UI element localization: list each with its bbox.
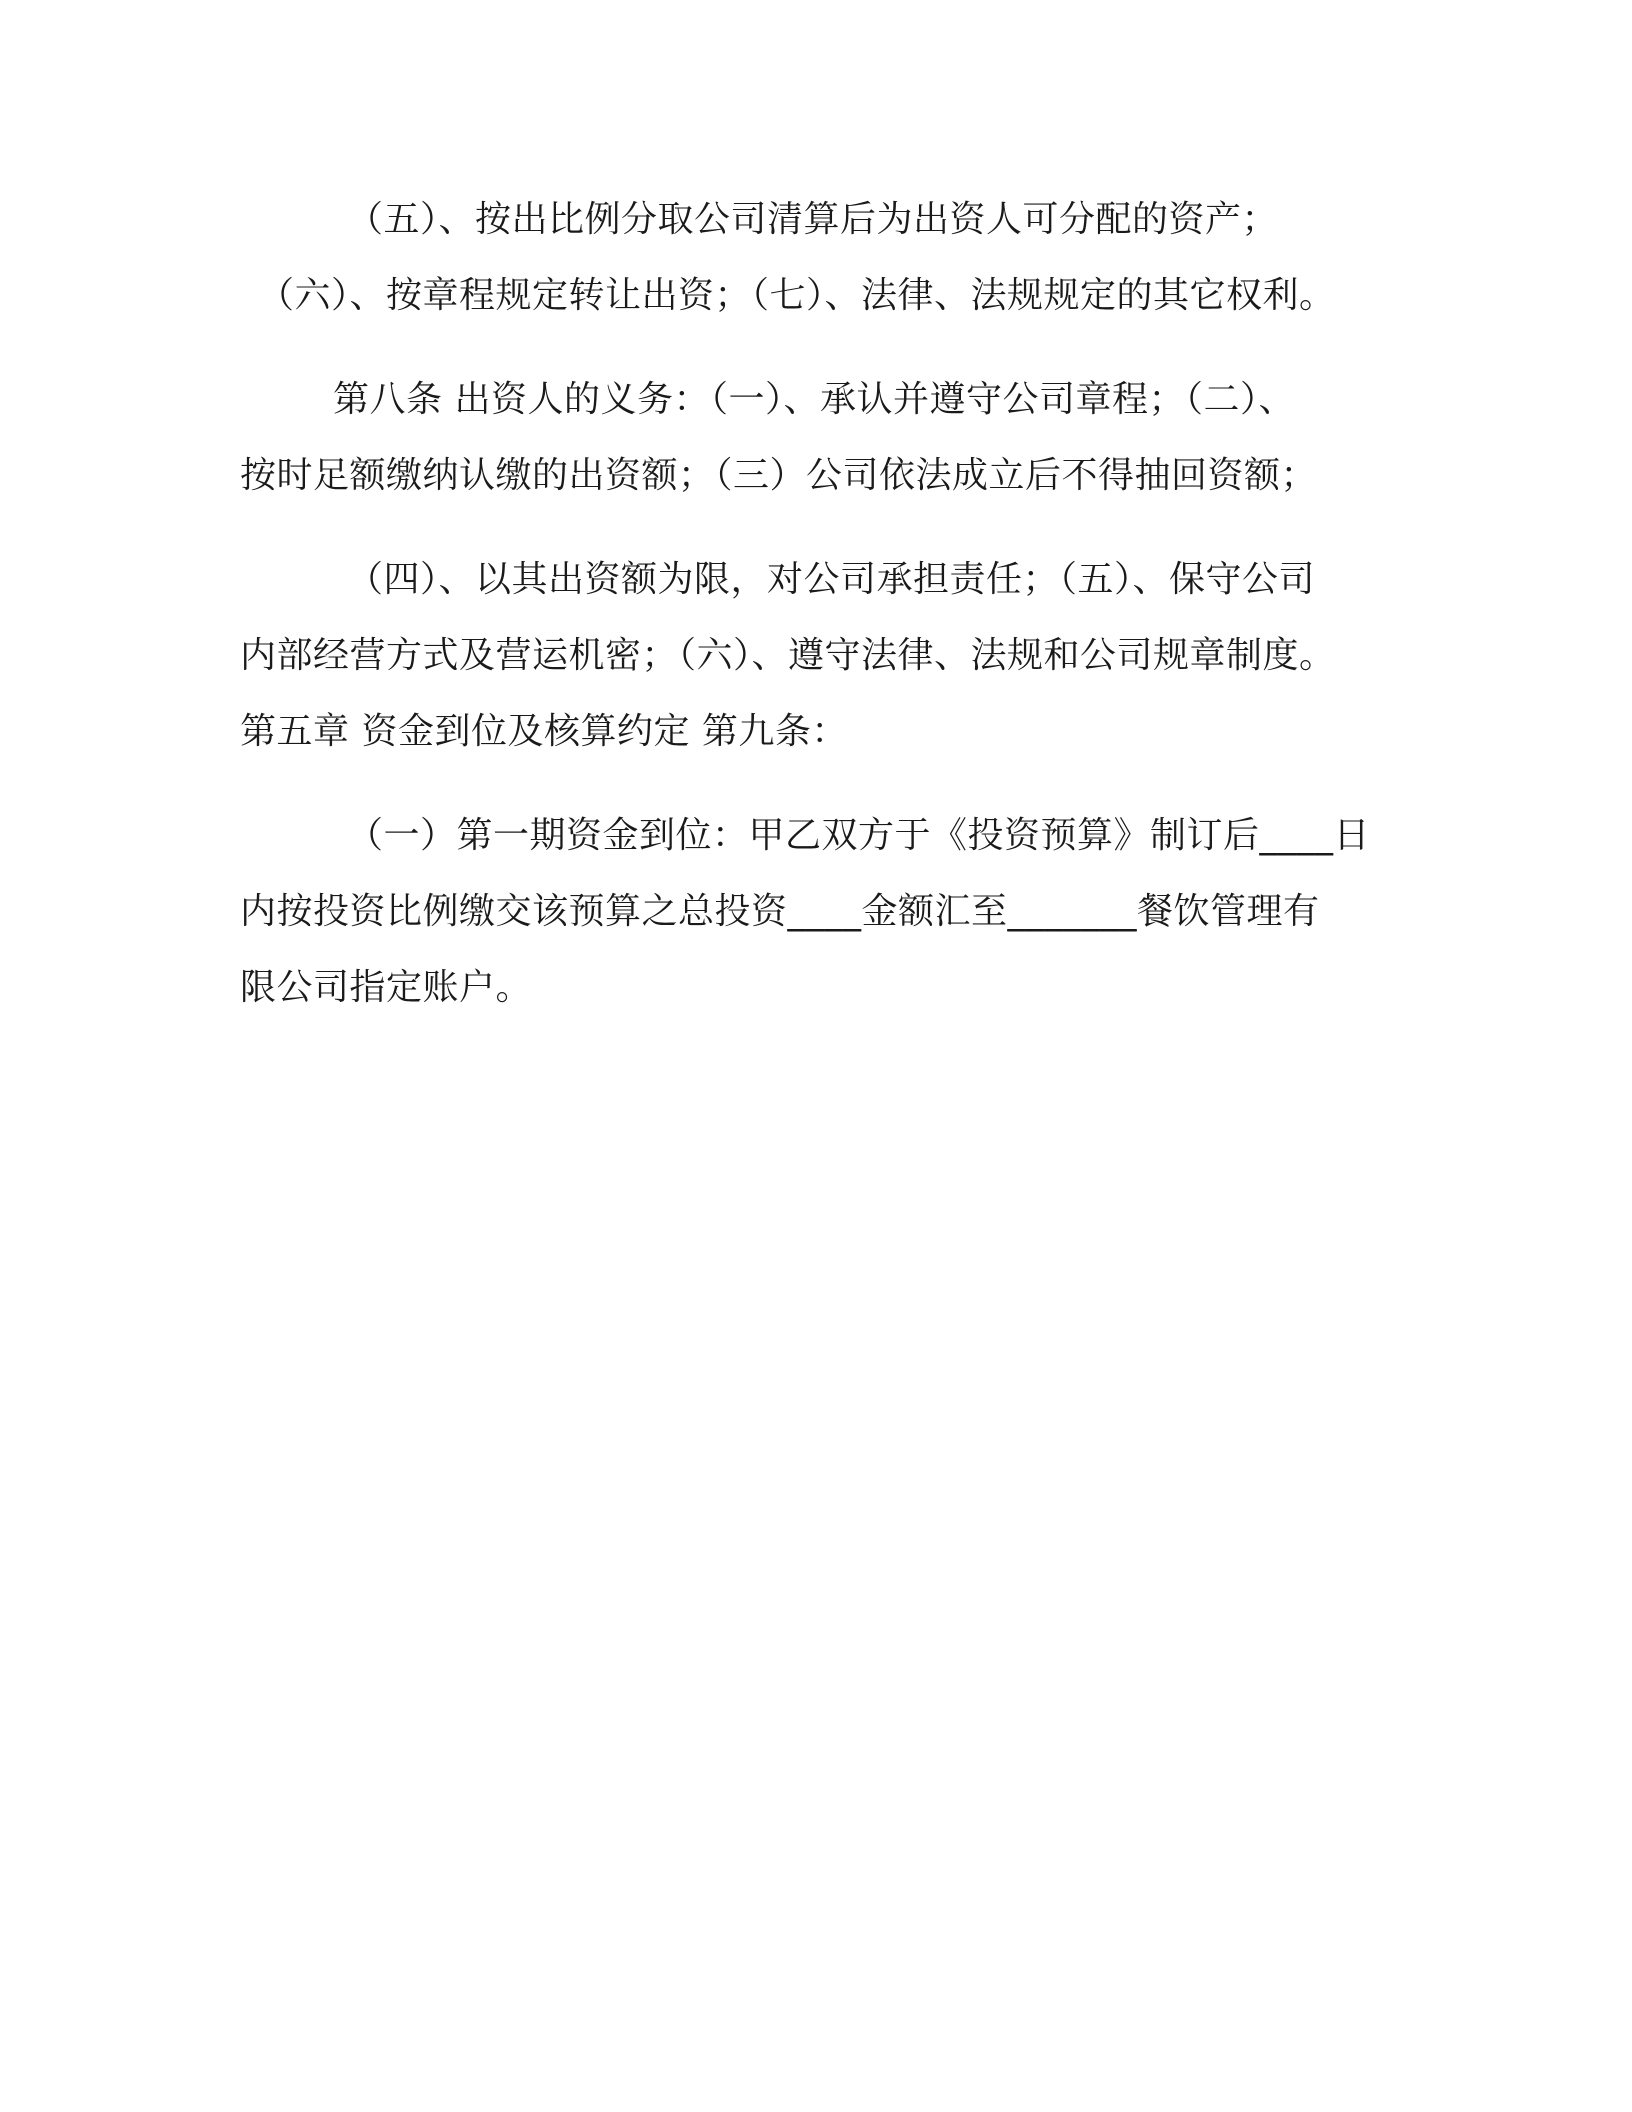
article-8-heading-line: 第八条 出资人的义务：（一）、承认并遵守公司章程；（二）、 [333, 379, 1295, 420]
article-9-line-3: 限公司指定账户。 [240, 967, 533, 1008]
paragraph-line-rights-6-7: （六）、按章程规定转让出资；（七）、法律、法规规定的其它权利。 [258, 275, 1336, 316]
paragraph-line-rights-5: （五）、按出比例分取公司清算后为出资人可分配的资产； [347, 199, 1279, 240]
chapter-5-heading: 第五章 资金到位及核算约定 第九条： [240, 711, 848, 752]
article-8-line-3: （四）、以其出资额为限，对公司承担责任；（五）、保守公司 [347, 559, 1316, 600]
article-9-line-1: （一）第一期资金到位：甲乙双方于《投资预算》制订后____日 [347, 815, 1371, 856]
article-9-line-2: 内按投资比例缴交该预算之总投资____金额汇至_______餐饮管理有 [240, 891, 1320, 932]
article-8-line-2: 按时足额缴纳认缴的出资额；（三）公司依法成立后不得抽回资额； [240, 455, 1318, 496]
article-8-line-4: 内部经营方式及营运机密；（六）、遵守法律、法规和公司规章制度。 [240, 635, 1336, 676]
